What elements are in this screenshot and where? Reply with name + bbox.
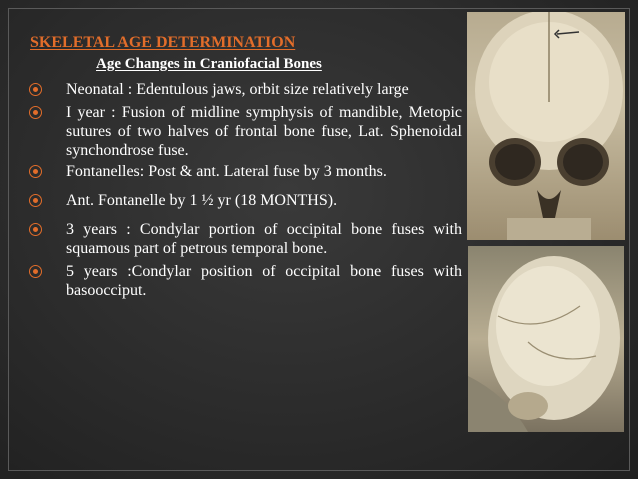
slide-subtitle: Age Changes in Craniofacial Bones: [96, 56, 322, 72]
frame-line-bottom: [8, 470, 630, 471]
bullet-icon: [29, 194, 42, 207]
skull-side-photo: [468, 246, 624, 432]
bullet-item-neonatal: [26, 80, 462, 99]
frame-line-top: [8, 8, 630, 9]
bullet-text: Ant. Fontanelle by 1 ½ yr (18 MONTHS).: [66, 192, 338, 209]
bullet-item-fontanelles: [26, 162, 462, 181]
bullet-icon: [29, 83, 42, 96]
frame-line-right: [629, 8, 630, 471]
slide-title: SKELETAL AGE DETERMINATION: [30, 34, 296, 51]
bullet-icon: [29, 265, 42, 278]
bullet-item-ant-fontanelle: [26, 191, 462, 210]
frame-line-left: [8, 8, 9, 471]
bullet-text: Fontanelles: Post & ant. Lateral fuse by 3 months.: [66, 163, 387, 180]
skull-side-drawing: [468, 246, 624, 432]
bullet-item-five-years: [26, 262, 462, 300]
bullet-item-one-year: [26, 103, 462, 160]
bullet-text: I year : Fusion of midline symphysis of mandible, Metopic sutures of two halves of frontal bone fuse, Lat. Sphenoidal synchondrose fuse.: [66, 104, 462, 159]
bullet-icon: [29, 106, 42, 119]
bullet-text: 5 years :Condylar position of occipital bone fuses with basoocciput.: [66, 263, 462, 299]
bullet-icon: [29, 223, 42, 236]
skull-front-drawing: [467, 12, 625, 240]
bullet-icon: [29, 165, 42, 178]
bullet-list: [26, 80, 462, 306]
bullet-text: Neonatal : Edentulous jaws, orbit size relatively large: [66, 81, 409, 98]
bullet-text: 3 years : Condylar portion of occipital bone fuses with squamous part of petrous temporal bone.: [66, 221, 462, 257]
bullet-item-three-years: [26, 220, 462, 258]
skull-front-photo: [467, 12, 625, 240]
